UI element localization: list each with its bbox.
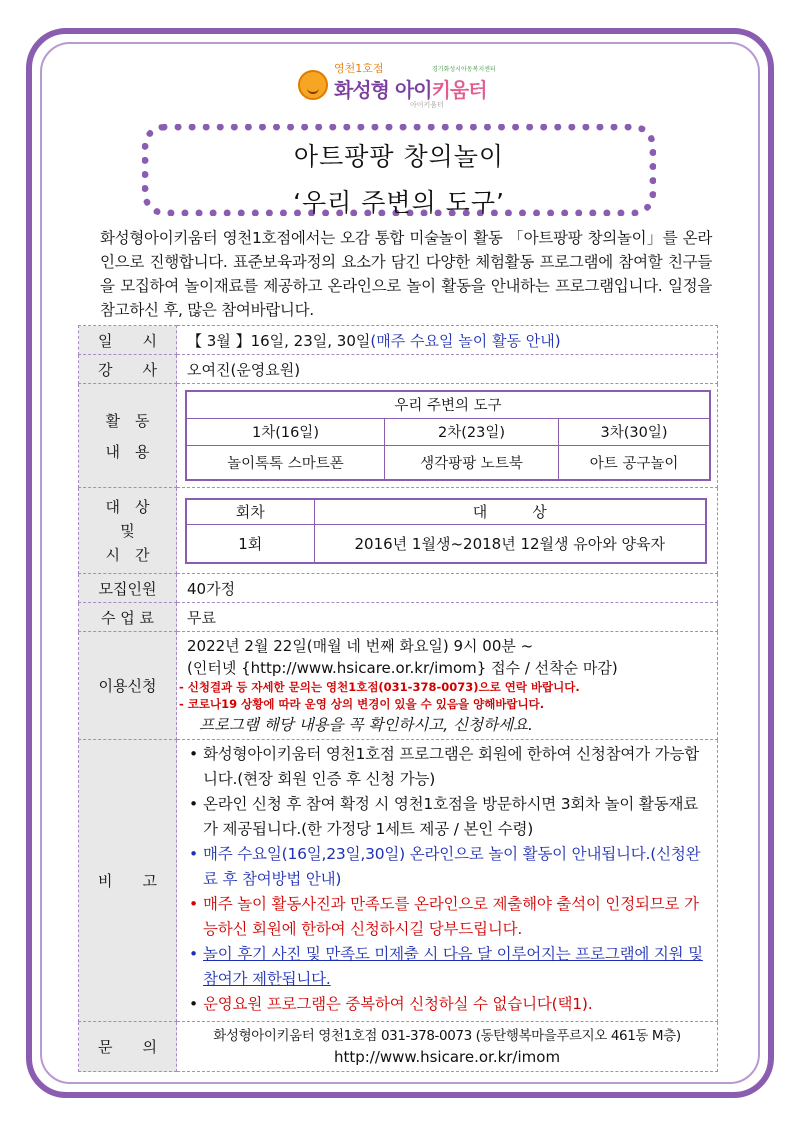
date-value: 【 3월 】16일, 23일, 30일 — [187, 331, 371, 350]
partner-logo: 경기화성시아동복지센터 — [432, 66, 496, 73]
row-target — [79, 488, 718, 574]
remarks-list — [177, 740, 717, 1021]
page-subtitle: ‘우리 주변의 도구’ — [293, 188, 505, 217]
row-contact — [79, 1022, 718, 1072]
logo-face-icon — [298, 70, 328, 100]
title-box — [142, 124, 656, 216]
capacity-label: 모집인원 — [79, 574, 177, 603]
session-round: 1차(16일) — [186, 418, 384, 445]
logo-branch: 영천1호점 — [334, 62, 384, 75]
apply-note-check: 프로그램 해당 내용을 꼭 확인하시고, 신청하세요. — [199, 715, 533, 734]
date-note: (매주 수요일 놀이 활동 안내) — [370, 331, 561, 350]
apply-note-covid: - 코로나19 상황에 따라 운영 상의 변경이 있을 수 있음을 양해바랍니다. — [179, 696, 545, 711]
logo-sub: 아이키움터 — [410, 101, 444, 109]
intro-text: 화성형아이키움터 영천1호점에서는 오감 통합 미술놀이 활동 「아트팡팡 창의놀이」를 온라인으로 진행합니다. 표준보육과정의 요소가 담긴 다양한 체험활동 프로그램에 참여할 친구들을 모집하여 놀이재료를 제공하고 온라인으로 놀이 활동을 안내하는 프로그램입니다. 일정을 참고하신 후, 많은 참여바랍니다. — [100, 229, 712, 319]
apply-period: 2022년 2월 22일(매월 네 번째 화요일) 9시 00분 ~ — [187, 636, 534, 655]
target-label-1: 대 상 — [105, 497, 150, 516]
remark-item: • 온라인 신청 후 참여 확정 시 영천1호점을 방문하시면 3회차 놀이 활동재료가 제공됩니다.(한 가정당 1세트 제공 / 본인 수령) — [189, 795, 699, 838]
date-label: 일 시 — [79, 326, 177, 355]
remarks-label: 비 고 — [79, 740, 177, 1022]
row-fee — [79, 603, 718, 632]
row-activity — [79, 384, 718, 488]
row-capacity — [79, 574, 718, 603]
contact-label: 문 의 — [79, 1022, 177, 1072]
session-name: 아트 공구놀이 — [559, 445, 710, 480]
target-label-2: 및 — [120, 521, 135, 540]
remark-item: • 매주 놀이 활동사진과 만족도를 온라인으로 제출해야 출석이 인정되므로 가능하신 회원에 한하여 신청하시길 당부드립니다. — [189, 895, 699, 938]
target-desc: 2016년 1월생~2018년 12월생 유아와 양육자 — [314, 525, 706, 563]
target-label-3: 시 간 — [105, 545, 150, 564]
activity-label-2: 내 용 — [105, 442, 150, 461]
remark-item: • 운영요원 프로그램은 중복하여 신청하실 수 없습니다(택1). — [189, 995, 593, 1013]
row-apply — [79, 632, 718, 740]
row-remarks — [79, 740, 718, 1022]
apply-method: (인터넷 {http://www.hsicare.or.kr/imom} 접수 / 선착순 마감) — [187, 658, 618, 677]
remark-item: • 놀이 후기 사진 및 만족도 미제출 시 다음 달 이루어지는 프로그램에 지원 및 참여가 제한됩니다. — [189, 945, 703, 988]
capacity-value: 40가정 — [177, 574, 718, 603]
target-round: 1회 — [186, 525, 314, 563]
logo-name: 화성형 아이키움터 — [334, 78, 487, 102]
apply-label: 이용신청 — [79, 632, 177, 740]
fee-value: 무료 — [177, 603, 718, 632]
info-table — [78, 325, 718, 1072]
target-col-desc: 대 상 — [314, 499, 706, 525]
instructor-label: 강 사 — [79, 355, 177, 384]
activity-label-1: 활 동 — [105, 411, 150, 430]
row-instructor — [79, 355, 718, 384]
contact-info: 화성형아이키움터 영천1호점 031-378-0073 (동탄행복마을푸르지오 461동 M층) — [213, 1027, 681, 1044]
apply-note-contact: - 신청결과 등 자세한 문의는 영천1호점(031-378-0073)으로 연락 바랍니다. — [179, 679, 580, 694]
target-table — [185, 498, 707, 564]
remark-item: • 매주 수요일(16일,23일,30일) 온라인으로 놀이 활동이 안내됩니다.(신청완료 후 참여방법 안내) — [189, 845, 701, 888]
page-title: 아트팡팡 창의놀이 — [293, 142, 505, 171]
session-round: 3차(30일) — [559, 418, 710, 445]
fee-label: 수 업 료 — [79, 603, 177, 632]
row-date — [79, 326, 718, 355]
activity-table — [185, 390, 711, 481]
activity-header: 우리 주변의 도구 — [186, 391, 710, 418]
session-round: 2차(23일) — [384, 418, 558, 445]
remark-item: • 화성형아이키움터 영천1호점 프로그램은 회원에 한하여 신청참여가 가능합니다.(현장 회원 인증 후 신청 가능) — [189, 745, 699, 788]
session-name: 생각팡팡 노트북 — [384, 445, 558, 480]
target-col-round: 회차 — [186, 499, 314, 525]
contact-url[interactable]: http://www.hsicare.or.kr/imom — [333, 1047, 561, 1066]
session-name: 놀이톡톡 스마트폰 — [186, 445, 384, 480]
instructor-value: 오여진(운영요원) — [177, 355, 718, 384]
